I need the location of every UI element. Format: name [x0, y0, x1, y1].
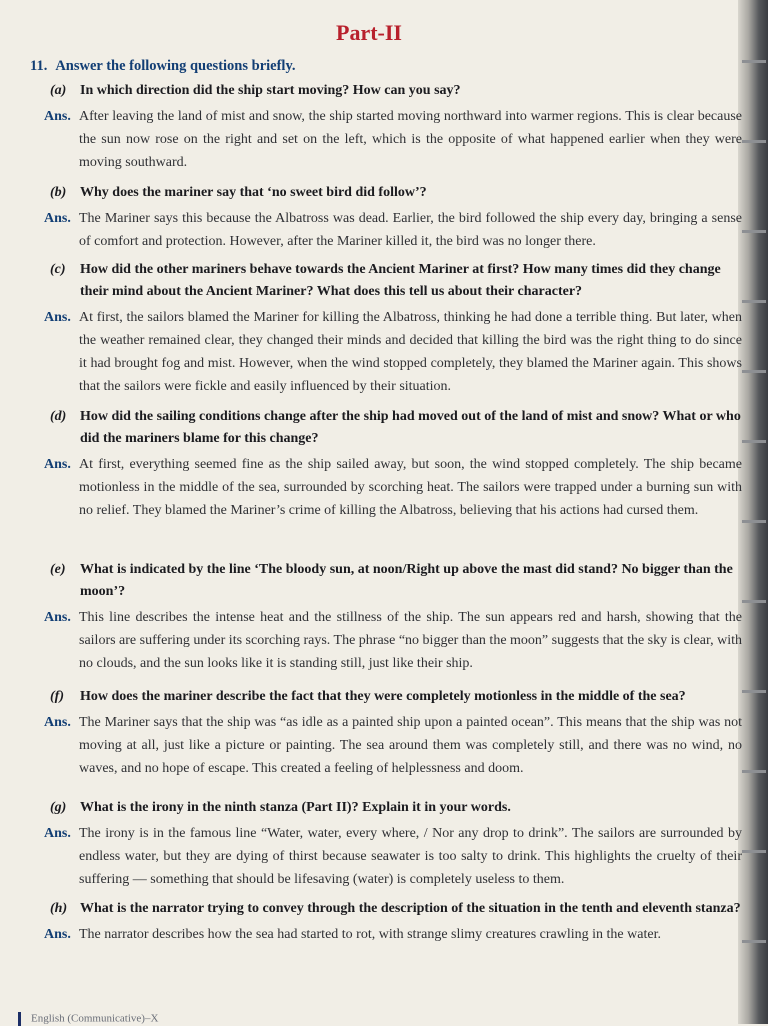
answer-text: The Mariner says this because the Albatross was dead. Earlier, the bird followed the ship every day, bringing a sense of comfort and protection. However, after the Mariner killed it, the bird was no longer there. — [79, 211, 742, 249]
question-text: What is indicated by the line ‘The bloody sun, at noon/Right up above the mast did stand? No bigger than the moon’? — [80, 562, 733, 599]
qa-block-f — [0, 686, 742, 780]
question-text: How does the mariner describe the fact that they were completely motionless in the middle of the sea? — [80, 689, 686, 704]
qa-block-c — [0, 259, 742, 398]
question-label: (c) — [50, 262, 66, 277]
qa-block-d — [0, 406, 742, 522]
answer-text: The irony is in the famous line “Water, water, every where, / Nor any drop to drink”. The sailors are surrounded by endless water, but they are dying of thirst because seawater is too salty to drink. This highlights the cruelty of their suffering — something that should be lifesaving (water) is completely useless to them. — [79, 826, 742, 887]
question-text: How did the other mariners behave towards the Ancient Mariner at first? How many times did they change their mind about the Ancient Mariner? What does this tell us about their character? — [80, 262, 721, 299]
answer-label: Ans. — [44, 109, 71, 124]
main-question — [30, 58, 296, 75]
answer — [0, 453, 742, 522]
answer — [0, 822, 742, 891]
question-label: (f) — [50, 689, 64, 704]
question — [0, 406, 742, 450]
question-text: What is the narrator trying to convey through the description of the situation in the tenth and eleventh stanza? — [80, 901, 741, 916]
answer-label: Ans. — [44, 211, 71, 226]
question-label: (b) — [50, 185, 67, 200]
answer-label: Ans. — [44, 310, 71, 325]
question — [0, 686, 742, 708]
answer-text: After leaving the land of mist and snow, the ship started moving northward into warmer regions. This is clear because the sun now rose on the right and set on the left, which is the opposite of what happened earlier when they were moving southward. — [79, 109, 742, 170]
answer-label: Ans. — [44, 457, 71, 472]
answer — [0, 711, 742, 780]
question-text: How did the sailing conditions change after the ship had moved out of the land of mist and snow? What or who did the mariners blame for this change? — [80, 409, 741, 446]
question — [0, 898, 742, 920]
question — [0, 559, 742, 603]
footer-text: English (Communicative)–X — [31, 1012, 159, 1025]
answer-label: Ans. — [44, 715, 71, 730]
question-label: (d) — [50, 409, 67, 424]
question-label: (h) — [50, 901, 68, 916]
answer — [0, 923, 742, 946]
question — [0, 182, 742, 204]
question-number: 11. — [30, 58, 48, 74]
answer-text: At first, the sailors blamed the Mariner for killing the Albatross, thinking he had done a terrible thing. But later, when the weather remained clear, they changed their minds and decided that killing the bird was the right thing to do since it had brought fog and mist. However, when the wind stopped completely, they blamed the Mariner again. This shows that the sailors were fickle and easily influenced by their situation. — [79, 310, 742, 394]
answer-text: The Mariner says that the ship was “as idle as a painted ship upon a painted ocean”. This means that the ship was not moving at all, just like a picture or painting. The sea around them was completely still, and there was no wind, no waves, and no hope of escape. This created a feeling of helplessness and doom. — [79, 715, 742, 776]
question-text: What is the irony in the ninth stanza (Part II)? Explain it in your words. — [80, 800, 511, 815]
answer — [0, 207, 742, 253]
answer-text: The narrator describes how the sea had started to rot, with strange slimy creatures crawling in the water. — [79, 927, 661, 942]
qa-block-a — [0, 80, 742, 174]
page-binding-edge — [738, 0, 768, 1024]
qa-block-e — [0, 559, 742, 675]
answer-text: At first, everything seemed fine as the ship sailed away, but soon, the wind stopped completely. The ship became motionless in the middle of the sea, surrounded by scorching heat. The sailors were trapped under a burning sun with no relief. They blamed the Mariner’s crime of killing the Albatross, believing that his actions had cursed them. — [79, 457, 742, 518]
question — [0, 259, 742, 303]
answer — [0, 606, 742, 675]
question-label: (e) — [50, 562, 66, 577]
question — [0, 80, 742, 102]
question — [0, 797, 742, 819]
answer-label: Ans. — [44, 610, 71, 625]
question-label: (a) — [50, 83, 67, 98]
answer-text: This line describes the intense heat and the stillness of the ship. The sun appears red and harsh, showing that the sailors are suffering under its scorching rays. The phrase “no bigger than the moon” suggests that the sky is clear, with no clouds, and the sun looks like it is standing still, just like their ship. — [79, 610, 742, 671]
qa-block-b — [0, 182, 742, 253]
answer-label: Ans. — [44, 826, 71, 841]
answer — [0, 306, 742, 398]
answer-label: Ans. — [44, 927, 71, 942]
question-label: (g) — [50, 800, 67, 815]
page-title: Part-II — [336, 20, 402, 45]
main-question-text: Answer the following questions briefly. — [55, 58, 296, 74]
question-text: Why does the mariner say that ‘no sweet bird did follow’? — [80, 185, 427, 200]
qa-block-g — [0, 797, 742, 891]
qa-block-h — [0, 898, 742, 946]
answer — [0, 105, 742, 174]
question-text: In which direction did the ship start moving? How can you say? — [80, 83, 461, 98]
